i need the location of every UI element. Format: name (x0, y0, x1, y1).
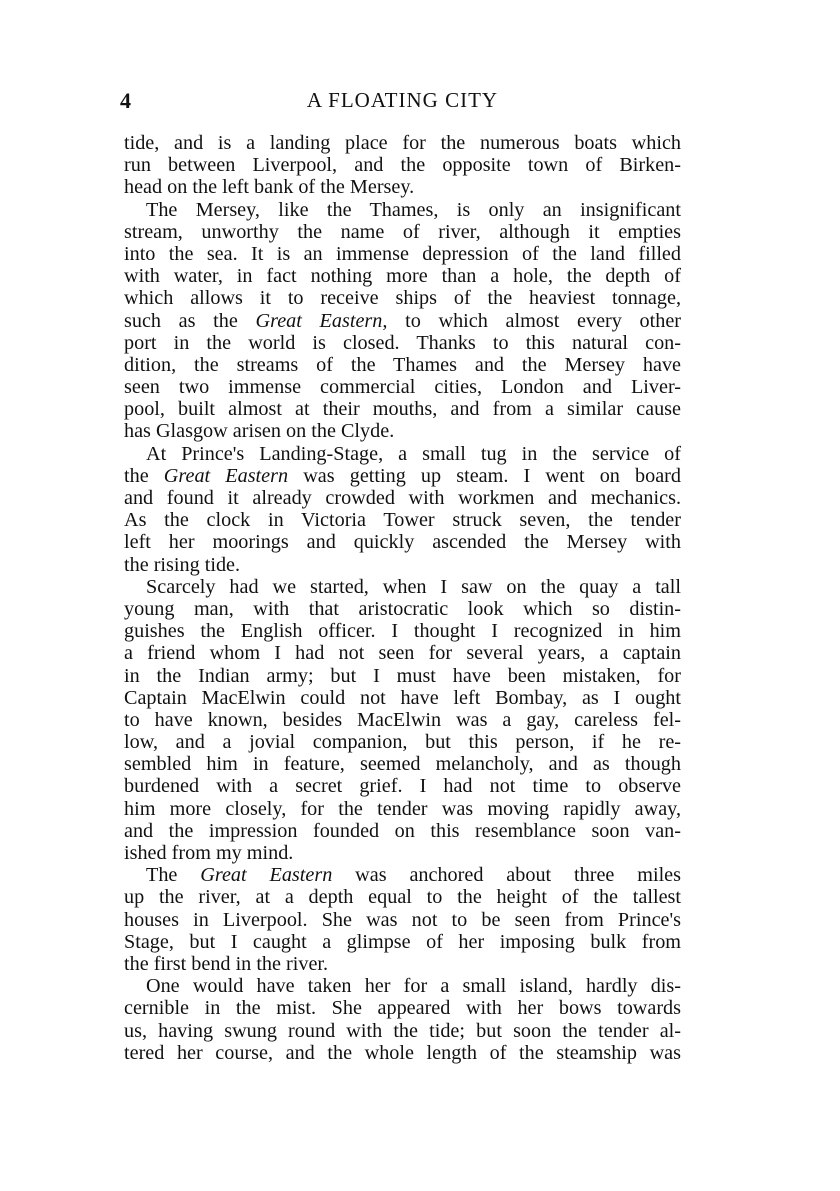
text-line: seen two immense commercial cities, London and Liver- (124, 376, 681, 399)
text-line: a friend whom I had not seen for several years, a captain (124, 642, 681, 665)
text-line: Stage, but I caught a glimpse of her imposing bulk from (124, 930, 681, 953)
text-line: up the river, at a depth equal to the height of the tallest (124, 886, 681, 909)
text-line (124, 310, 681, 332)
text-line: and the impression founded on this resemblance soon van- (124, 819, 681, 842)
text-line: As the clock in Victoria Tower struck seven, the tender (124, 509, 681, 532)
text-segment: was getting up steam. I went on board (288, 464, 681, 487)
text-line: burdened with a secret grief. I had not time to observe (124, 775, 681, 798)
text-line: into the sea. It is an immense depression of the land filled (124, 242, 681, 265)
text-line: young man, with that aristocratic look which so distin- (124, 597, 681, 620)
page-header (120, 88, 685, 118)
text-segment: The (146, 864, 201, 887)
text-line: low, and a jovial companion, but this person, if he re- (124, 731, 681, 754)
ship-name-italic: Great Eastern, (255, 309, 388, 332)
text-line: us, having swung round with the tide; but soon the tender al- (124, 1019, 681, 1042)
text-line: port in the world is closed. Thanks to this natural con- (124, 331, 681, 354)
text-line: tide, and is a landing place for the numerous boats which (124, 132, 681, 154)
text-line: sembled him in feature, seemed melancholy, and as though (124, 753, 681, 776)
text-line: ished from my mind. (124, 842, 294, 864)
text-line: cernible in the mist. She appeared with her bows towards (124, 997, 681, 1020)
text-line (124, 864, 681, 886)
text-line: At Prince's Landing-Stage, a small tug in the service of (146, 442, 681, 465)
text-segment: such as the (124, 309, 256, 332)
text-line: and found it already crowded with workmen and mechanics. (124, 487, 681, 509)
page-number: 4 (120, 88, 131, 113)
text-line: head on the left bank of the Mersey. (124, 176, 415, 199)
text-line: dition, the streams of the Thames and the Mersey have (124, 353, 681, 376)
text-line: run between Liverpool, and the opposite town of Birken- (124, 154, 681, 177)
text-line: The Mersey, like the Thames, is only an insignificant (146, 198, 681, 221)
text-line: Captain MacElwin could not have left Bombay, as I ought (124, 686, 681, 709)
text-line: left her moorings and quickly ascended the Mersey with (124, 531, 681, 554)
ship-name-italic: Great Eastern (163, 464, 289, 487)
text-segment: the (124, 464, 164, 487)
text-line: tered her course, and the whole length of the steamship was (124, 1041, 681, 1064)
running-title: A FLOATING CITY (306, 88, 499, 112)
text-segment: to which almost every other (387, 309, 682, 332)
text-line: the rising tide. (124, 553, 241, 576)
text-line: One would have taken her for a small island, hardly dis- (146, 975, 681, 998)
text-segment: was anchored about three miles (332, 864, 681, 887)
text-line (124, 465, 681, 487)
ship-name-italic: Great Eastern (200, 864, 333, 887)
text-line: which allows it to receive ships of the heaviest tonnage, (124, 287, 681, 310)
text-line: the first bend in the river. (124, 952, 329, 975)
text-line: has Glasgow arisen on the Clyde. (124, 420, 395, 443)
text-line: pool, built almost at their mouths, and from a similar cause (124, 398, 681, 421)
body-text (124, 132, 681, 1064)
text-line: stream, unworthy the name of river, although it empties (124, 220, 681, 243)
text-line: guishes the English officer. I thought I recognized in him (124, 620, 681, 643)
text-line: houses in Liverpool. She was not to be seen from Prince's (124, 908, 681, 931)
text-line: Scarcely had we started, when I saw on the quay a tall (146, 575, 681, 598)
text-line: in the Indian army; but I must have been mistaken, for (124, 664, 681, 687)
text-line: him more closely, for the tender was moving rapidly away, (124, 797, 681, 820)
text-line: to have known, besides MacElwin was a gay, careless fel- (124, 708, 681, 731)
text-line: with water, in fact nothing more than a hole, the depth of (124, 265, 681, 288)
